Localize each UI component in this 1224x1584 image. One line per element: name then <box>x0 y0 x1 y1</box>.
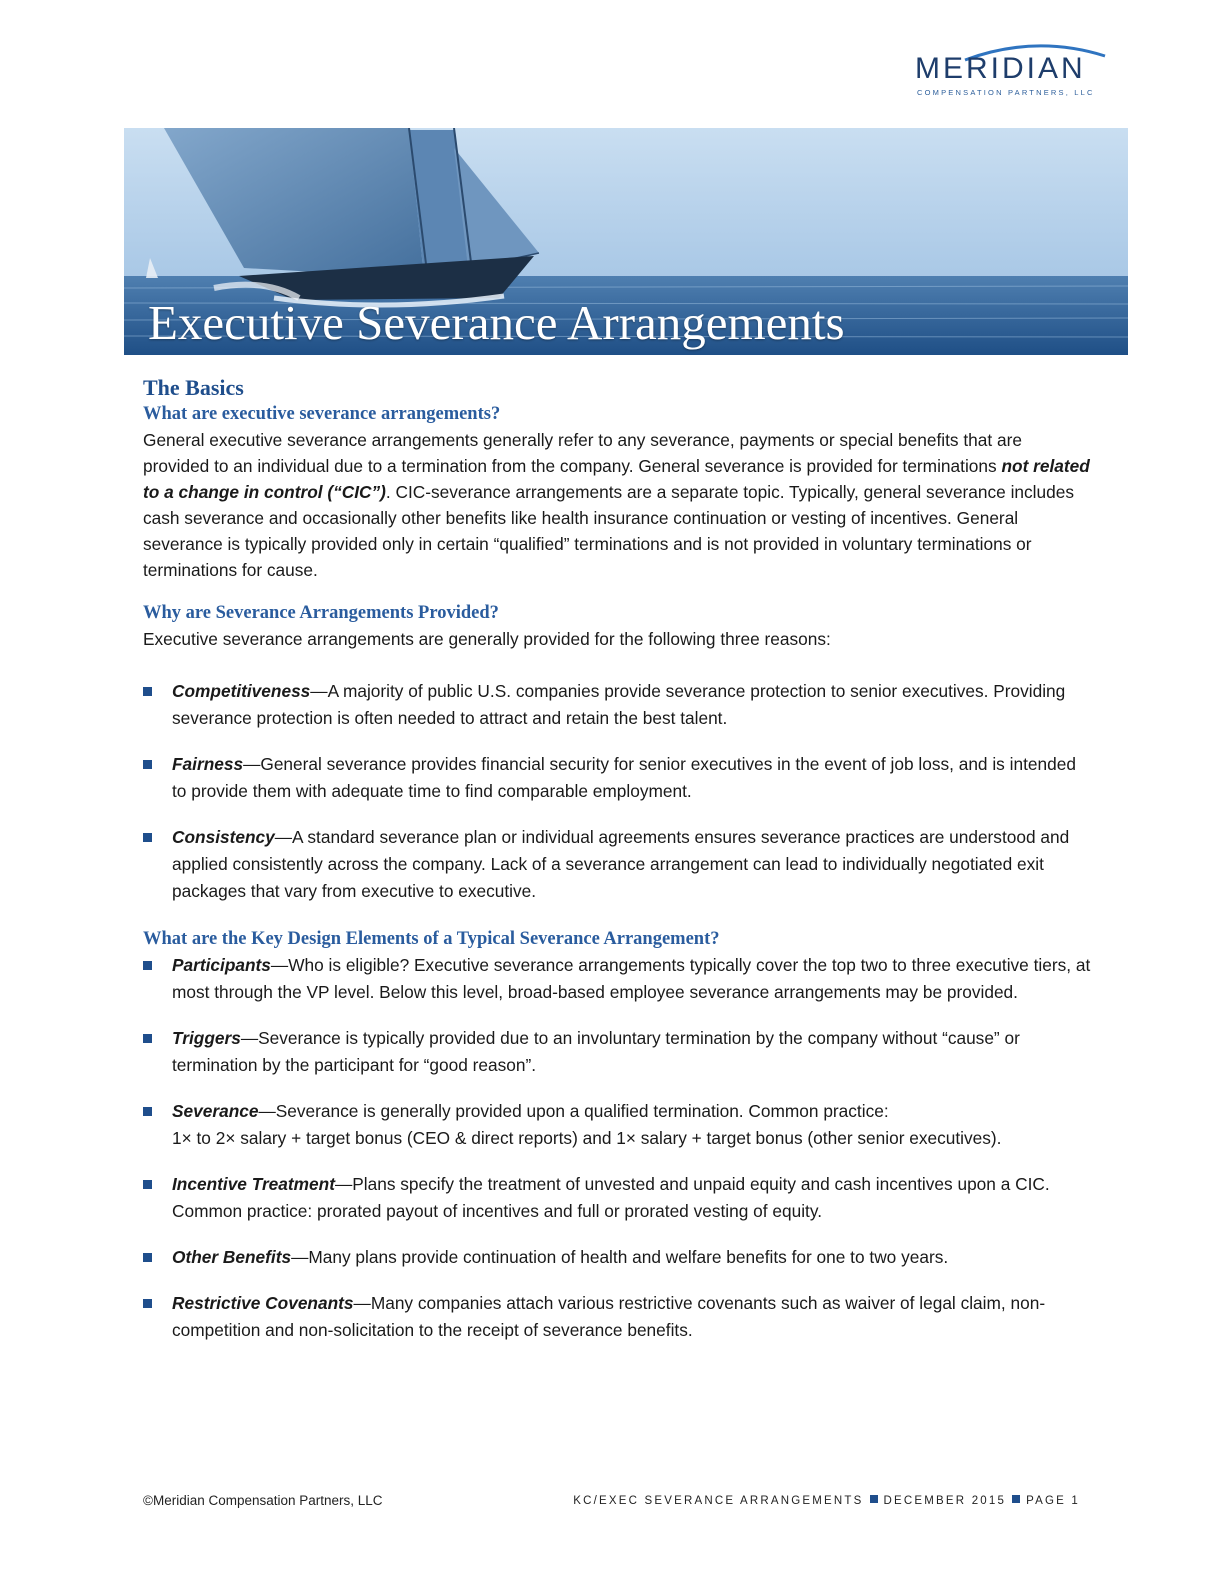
footer-copyright: ©Meridian Compensation Partners, LLC <box>143 1493 383 1508</box>
list-item-term: Incentive Treatment <box>172 1174 335 1194</box>
list-item-text: —Plans specify the treatment of unvested and unpaid equity and cash incentives upon a CIC. Common practice: prorated payout of incentives and full or prorated vesting of equity. <box>172 1174 1050 1221</box>
footer-separator-icon <box>870 1495 878 1503</box>
list-item-term: Other Benefits <box>172 1247 292 1267</box>
question-why-provided: Why are Severance Arrangements Provided? <box>143 603 499 623</box>
list-item <box>143 1244 1093 1271</box>
list-item-text: —Severance is generally provided upon a qualified termination. Common practice: <box>258 1101 889 1121</box>
paragraph-basics-part1: General executive severance arrangements generally refer to any severance, payments or special benefits that are provided to an individual due to a termination from the company. General severance is provided for terminations <box>143 430 1022 476</box>
list-item-term: Triggers <box>172 1028 241 1048</box>
footer-separator-icon <box>1012 1495 1020 1503</box>
bullet-square-icon <box>143 687 152 696</box>
list-item-text: —A majority of public U.S. companies provide severance protection to senior executives. Providing severance protection is often needed to attract and retain the best talent. <box>172 681 1066 728</box>
meridian-logo <box>905 38 1110 100</box>
bullet-square-icon <box>143 1034 152 1043</box>
list-item-text: —Many companies attach various restrictive covenants such as waiver of legal claim, non-competition and non-solicitation to the receipt of severance benefits. <box>172 1293 1046 1340</box>
list-item-term: Consistency <box>172 827 275 847</box>
footer-meta <box>573 1495 1080 1507</box>
list-item <box>143 1098 1093 1152</box>
list-item-text: —Who is eligible? Executive severance arrangements typically cover the top two to three executive tiers, at most through the VP level. Below this level, broad-based employee severance arrangements may be provided. <box>172 955 1091 1002</box>
list-item-text: —Severance is typically provided due to an involuntary termination by the company without “cause” or termination by the participant for “good reason”. <box>172 1028 1020 1075</box>
bullet-square-icon <box>143 833 152 842</box>
list-item <box>143 1171 1093 1225</box>
list-item-term: Restrictive Covenants <box>172 1293 354 1313</box>
reasons-list <box>143 678 1093 905</box>
document-body <box>143 374 1093 1344</box>
logo-wordmark: MERIDIAN <box>915 52 1086 85</box>
logo-tagline: COMPENSATION PARTNERS, LLC <box>917 88 1095 97</box>
footer-page-number: PAGE 1 <box>1026 1495 1080 1507</box>
list-item <box>143 824 1093 905</box>
paragraph-basics-emphasis: not related to a change in control (“CIC”) <box>143 456 1090 502</box>
footer-doc-code: KC/EXEC SEVERANCE ARRANGEMENTS <box>573 1495 864 1507</box>
list-item-term: Fairness <box>172 754 244 774</box>
list-item-text-continued: 1× to 2× salary + target bonus (CEO & direct reports) and 1× salary + target bonus (other senior executives). <box>172 1128 1002 1148</box>
list-item <box>143 952 1093 1006</box>
design-elements-list <box>143 952 1093 1344</box>
list-item-text: —A standard severance plan or individual agreements ensures severance practices are understood and applied consistently across the company. Lack of a severance arrangement can lead to individually negotiated exit packages that vary from executive to executive. <box>172 827 1070 901</box>
hero-banner <box>124 128 1128 355</box>
page-title: Executive Severance Arrangements <box>148 295 845 350</box>
bullet-square-icon <box>143 1180 152 1189</box>
question-key-design-elements: What are the Key Design Elements of a Typical Severance Arrangement? <box>143 929 720 949</box>
list-item-term: Participants <box>172 955 271 975</box>
bullet-square-icon <box>143 760 152 769</box>
bullet-square-icon <box>143 1253 152 1262</box>
question-what-are: What are executive severance arrangements? <box>143 404 501 424</box>
list-item-term: Competitiveness <box>172 681 311 701</box>
section-heading-basics: The Basics <box>143 375 244 400</box>
list-item <box>143 751 1093 805</box>
bullet-square-icon <box>143 1107 152 1116</box>
bullet-square-icon <box>143 961 152 970</box>
paragraph-why-intro: Executive severance arrangements are generally provided for the following three reasons: <box>143 629 831 649</box>
list-item-term: Severance <box>172 1101 259 1121</box>
list-item <box>143 1025 1093 1079</box>
list-item-text: —General severance provides financial security for senior executives in the event of job loss, and is intended to provide them with adequate time to find comparable employment. <box>172 754 1076 801</box>
footer-date: DECEMBER 2015 <box>883 1495 1007 1507</box>
paragraph-basics <box>143 427 1093 583</box>
bullet-square-icon <box>143 1299 152 1308</box>
list-item-text: —Many plans provide continuation of health and welfare benefits for one to two years. <box>291 1247 949 1267</box>
paragraph-basics-part2: . CIC-severance arrangements are a separate topic. Typically, general severance includes cash severance and occasionally other benefits like health insurance continuation or vesting of incentives. General severance is typically provided only in certain “qualified” terminations and is not provided in voluntary terminations or terminations for cause. <box>143 482 1074 580</box>
list-item <box>143 1290 1093 1344</box>
list-item <box>143 678 1093 732</box>
